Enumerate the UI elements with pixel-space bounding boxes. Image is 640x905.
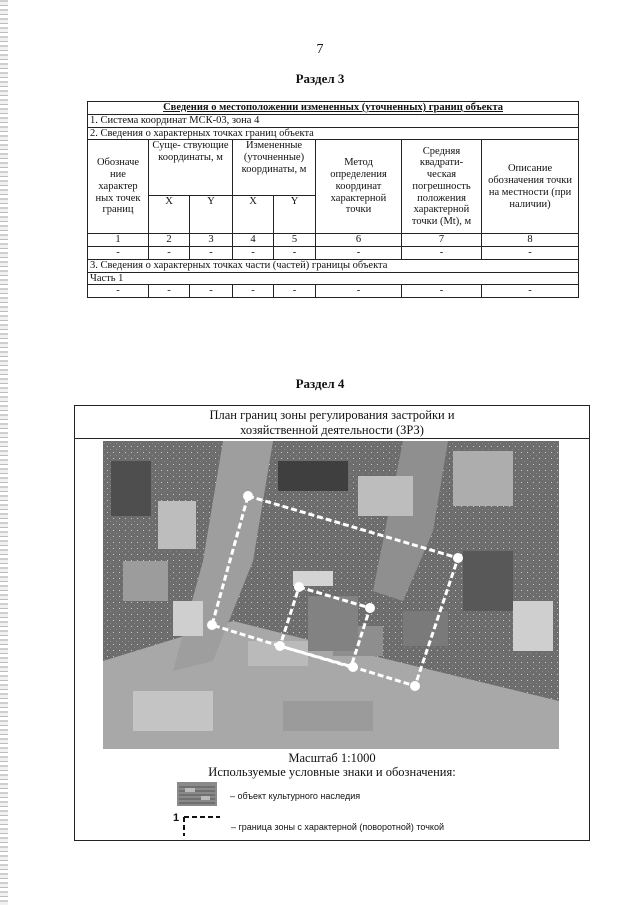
boundary-point bbox=[410, 681, 420, 691]
table-cell: 7 bbox=[402, 234, 482, 247]
table-cell: 4 bbox=[233, 234, 274, 247]
scan-edge bbox=[0, 0, 8, 905]
col-existing-x: X bbox=[149, 196, 190, 234]
col-changed-y: Y bbox=[274, 196, 316, 234]
table-title: Сведения о местоположении измененных (уточненных) границ объекта bbox=[88, 102, 579, 115]
table-cell: - bbox=[88, 247, 149, 260]
table-row bbox=[88, 247, 579, 260]
heritage-object bbox=[308, 596, 358, 651]
table-cell: - bbox=[402, 247, 482, 260]
table-cell: - bbox=[274, 247, 316, 260]
table-cell: 8 bbox=[482, 234, 579, 247]
map-scale: Масштаб 1:1000 bbox=[288, 751, 376, 765]
col-error-header: Средняя квадрати- ческая погрешность положения характерной точки (Mt), м bbox=[402, 140, 482, 234]
boundary-table bbox=[87, 101, 579, 298]
boundary-point bbox=[275, 641, 285, 651]
plan-title-line2: хозяйственной деятельности (ЗРЗ) bbox=[240, 423, 424, 437]
table-cell: 1 bbox=[88, 234, 149, 247]
table-cell: - bbox=[88, 285, 149, 298]
points-header: 2. Сведения о характерных точках границ объекта bbox=[88, 127, 579, 140]
table-cell: - bbox=[190, 247, 233, 260]
aerial-map bbox=[103, 441, 559, 749]
section-3-title: Раздел 3 bbox=[295, 71, 345, 86]
table-cell: - bbox=[149, 285, 190, 298]
table-cell: - bbox=[482, 285, 579, 298]
table-cell: 3 bbox=[190, 234, 233, 247]
table-cell: - bbox=[316, 247, 402, 260]
table-cell: - bbox=[316, 285, 402, 298]
boundary-point bbox=[365, 603, 375, 613]
table-cell: - bbox=[149, 247, 190, 260]
boundary-point bbox=[207, 620, 217, 630]
part-label: Часть 1 bbox=[88, 272, 579, 285]
table-cell: 6 bbox=[316, 234, 402, 247]
coordinate-system: 1. Система координат МСК-03, зона 4 bbox=[88, 114, 579, 127]
col-method-header: Метод определения координат характерной точки bbox=[316, 140, 402, 234]
legend-title: Используемые условные знаки и обозначения: bbox=[208, 765, 456, 779]
boundary-point bbox=[453, 553, 463, 563]
boundary-point bbox=[348, 662, 358, 672]
table-cell: - bbox=[233, 247, 274, 260]
col-changed-header: Измененные (уточненные) координаты, м bbox=[233, 140, 316, 196]
legend-point-label: 1 bbox=[173, 812, 180, 824]
col-description-header: Описание обозначения точки на местности (при наличии) bbox=[482, 140, 579, 234]
column-numbers-row bbox=[88, 234, 579, 247]
plan-title bbox=[75, 406, 589, 439]
boundary-legend-symbol bbox=[172, 809, 222, 837]
part-points-header: 3. Сведения о характерных точках части (частей) границы объекта bbox=[88, 259, 579, 272]
table-cell: 2 bbox=[149, 234, 190, 247]
plan-title-line1: План границ зоны регулирования застройки и bbox=[209, 408, 455, 422]
boundary-point bbox=[243, 491, 253, 501]
heritage-legend-swatch bbox=[177, 782, 217, 806]
legend-boundary-label: – граница зоны с характерной (поворотной) точкой bbox=[231, 822, 445, 832]
boundary-point bbox=[294, 582, 304, 592]
page-number: 7 bbox=[316, 42, 324, 57]
table-cell: - bbox=[402, 285, 482, 298]
table-row bbox=[88, 285, 579, 298]
legend-heritage-label: – объект культурного наследия bbox=[230, 791, 361, 801]
col-existing-y: Y bbox=[190, 196, 233, 234]
table-cell: 5 bbox=[274, 234, 316, 247]
col-existing-header: Суще- ствующие координаты, м bbox=[149, 140, 233, 196]
table-cell: - bbox=[482, 247, 579, 260]
col-changed-x: X bbox=[233, 196, 274, 234]
col-designation-header: Обозначе ние характер ных точек границ bbox=[88, 140, 149, 234]
section-4-title: Раздел 4 bbox=[295, 376, 345, 391]
table-cell: - bbox=[274, 285, 316, 298]
table-cell: - bbox=[233, 285, 274, 298]
table-cell: - bbox=[190, 285, 233, 298]
